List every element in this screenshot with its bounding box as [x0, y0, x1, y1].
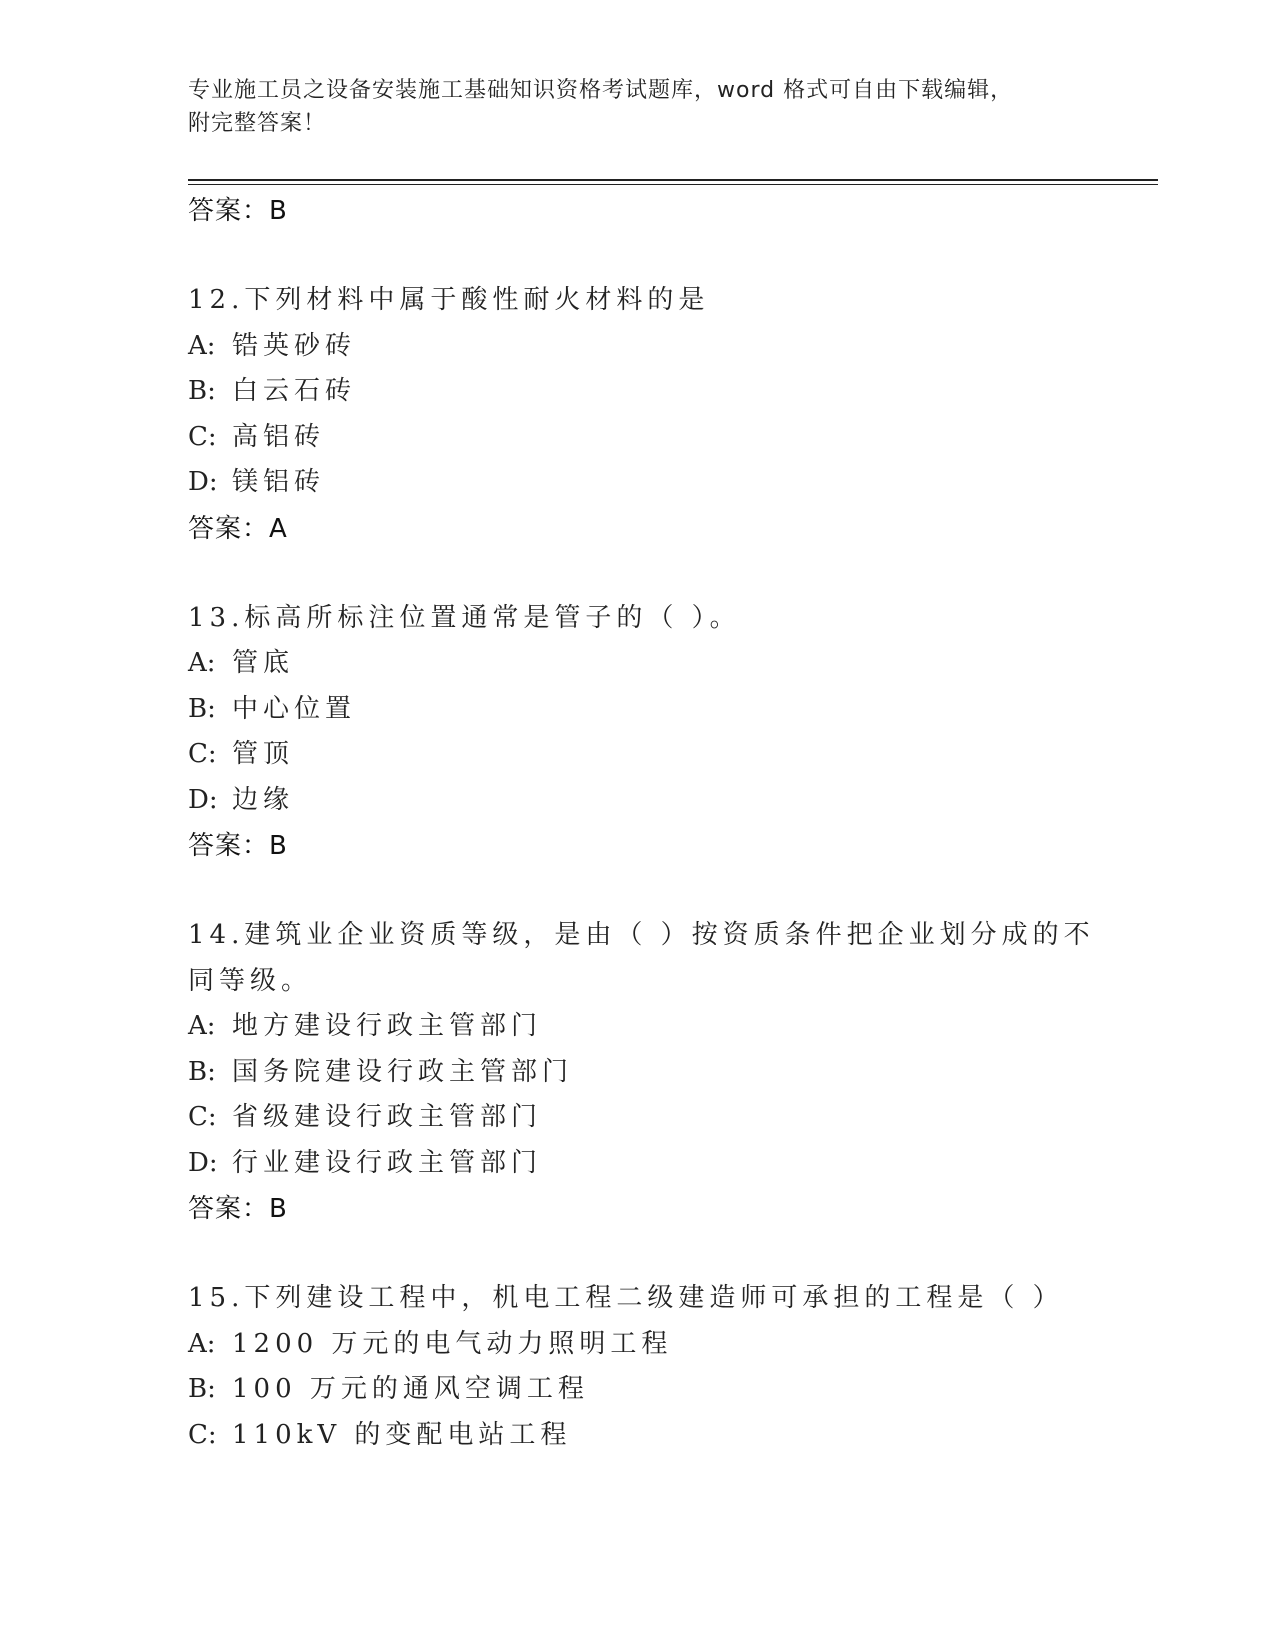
- option-text: 管顶: [232, 739, 295, 769]
- option-a: [188, 641, 1108, 687]
- option-b: [188, 687, 1108, 733]
- option-d: [188, 778, 1108, 824]
- spacer: [188, 234, 1108, 278]
- spacer: [188, 1232, 1108, 1276]
- spacer: [188, 552, 1108, 596]
- option-text: 管底: [232, 648, 295, 678]
- option-letter: B:: [188, 1374, 216, 1404]
- answer-line: 答案：A: [188, 513, 288, 544]
- question-text: 14.建筑业企业资质等级，是由（ ）按资质条件把企业划分成的不同等级。: [188, 920, 1095, 996]
- option-text: 行业建设行政主管部门: [232, 1147, 543, 1178]
- header-divider-thick: [188, 179, 1158, 181]
- option-a: [188, 1322, 1108, 1368]
- document-header: [188, 74, 1068, 140]
- question-block-15: [188, 1276, 1108, 1458]
- question-text: 15.下列建设工程中，机电工程二级建造师可承担的工程是（ ）: [188, 1283, 1064, 1313]
- option-letter: C:: [188, 1102, 217, 1132]
- option-text: 国务院建设行政主管部门: [232, 1056, 574, 1087]
- option-text: 地方建设行政主管部门: [232, 1011, 543, 1041]
- option-a: [188, 324, 1108, 370]
- header-line-1: 专业施工员之设备安装施工基础知识资格考试题库，word 格式可自由下载编辑，: [188, 78, 1014, 103]
- option-letter: B:: [188, 693, 216, 724]
- option-d: [188, 1141, 1108, 1187]
- option-b: [188, 1050, 1108, 1096]
- option-text: 省级建设行政主管部门: [232, 1102, 543, 1132]
- option-text: 白云石砖: [232, 376, 357, 406]
- question-text: 13.标高所标注位置通常是管子的（ ）。: [188, 602, 741, 633]
- option-text: 镁铝砖: [232, 467, 326, 497]
- option-c: [188, 1095, 1108, 1141]
- header-line-2: 附完整答案！: [188, 111, 327, 136]
- option-letter: B:: [188, 376, 216, 406]
- question-list: [188, 188, 1108, 1458]
- option-text: 100 万元的通风空调工程: [232, 1374, 589, 1404]
- question-text: 12.下列材料中属于酸性耐火材料的是: [188, 285, 710, 315]
- option-letter: C:: [188, 1419, 217, 1450]
- option-letter: B:: [188, 1056, 216, 1087]
- answer-line: 答案：B: [188, 831, 288, 861]
- option-letter: A:: [188, 648, 216, 678]
- option-a: [188, 1004, 1108, 1050]
- option-letter: A:: [188, 1328, 216, 1359]
- question-block-13: [188, 596, 1108, 870]
- answer-line: 答案：B: [188, 196, 288, 226]
- answer-line: 答案：B: [188, 1194, 288, 1224]
- option-letter: D:: [188, 1147, 218, 1178]
- option-text: 锆英砂砖: [232, 330, 357, 361]
- header-divider-thin: [188, 184, 1158, 185]
- option-letter: C:: [188, 421, 217, 452]
- option-c: [188, 1413, 1108, 1459]
- option-c: [188, 732, 1108, 778]
- question-block-12: [188, 278, 1108, 552]
- option-c: [188, 415, 1108, 461]
- option-text: 110kV 的变配电站工程: [232, 1419, 572, 1450]
- option-letter: D:: [188, 467, 218, 497]
- option-text: 中心位置: [232, 693, 357, 724]
- question-block-14: [188, 913, 1108, 1232]
- option-letter: A:: [188, 330, 216, 361]
- option-letter: D:: [188, 784, 218, 815]
- option-text: 高铝砖: [232, 421, 326, 452]
- option-letter: C:: [188, 739, 217, 769]
- option-d: [188, 460, 1108, 506]
- option-text: 1200 万元的电气动力照明工程: [232, 1328, 673, 1359]
- option-b: [188, 1367, 1108, 1413]
- spacer: [188, 869, 1108, 913]
- option-letter: A:: [188, 1011, 216, 1041]
- option-b: [188, 369, 1108, 415]
- option-text: 边缘: [232, 784, 295, 815]
